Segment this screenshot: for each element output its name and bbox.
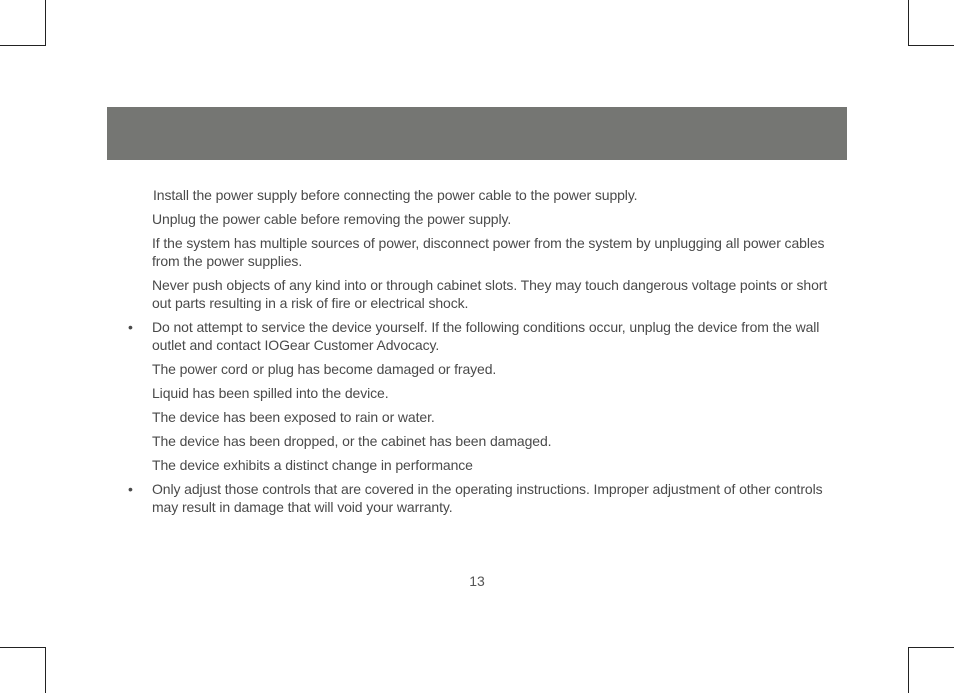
list-item (128, 318, 832, 354)
list-item (152, 210, 832, 228)
list-item-text: Unplug the power cable before removing the power supply. (152, 211, 512, 227)
section-header-bar (107, 107, 847, 160)
list-item (152, 276, 832, 312)
list-item (128, 480, 832, 516)
list-item (152, 360, 832, 378)
crop-mark-top-left (0, 0, 46, 46)
crop-mark-top-right (908, 0, 954, 46)
list-item-text: Only adjust those controls that are covered in the operating instructions. Improper adjustment of other controls may result in damage that will void your warranty. (152, 481, 823, 515)
list-item-text: The device exhibits a distinct change in performance (152, 457, 473, 473)
list-item-text: Do not attempt to service the device yourself. If the following conditions occur, unplug the device from the wall outlet and contact IOGear Customer Advocacy. (152, 319, 820, 353)
list-item-text: Install the power supply before connecting the power cable to the power supply. (153, 187, 638, 203)
list-item-text: Liquid has been spilled into the device. (152, 385, 389, 401)
list-item-text: The device has been exposed to rain or water. (152, 409, 435, 425)
list-item-text: The power cord or plug has become damaged or frayed. (152, 361, 497, 377)
safety-instructions (128, 186, 832, 522)
list-item (152, 432, 832, 450)
list-item (152, 456, 832, 474)
list-item-text: Never push objects of any kind into or through cabinet slots. They may touch dangerous voltage points or short out parts resulting in a risk of fire or electrical shock. (152, 277, 828, 311)
crop-mark-bottom-left (0, 647, 46, 693)
list-item-text: If the system has multiple sources of power, disconnect power from the system by unplugging all power cables from the power supplies. (152, 235, 825, 269)
list-item-text: The device has been dropped, or the cabinet has been damaged. (152, 433, 552, 449)
page-number: 13 (469, 573, 485, 589)
bullet-marker: • (128, 481, 133, 497)
list-item (152, 234, 832, 270)
list-item (152, 186, 832, 204)
list-item (152, 408, 832, 426)
crop-mark-bottom-right (908, 647, 954, 693)
list-item (152, 384, 832, 402)
bullet-marker: • (128, 319, 133, 335)
